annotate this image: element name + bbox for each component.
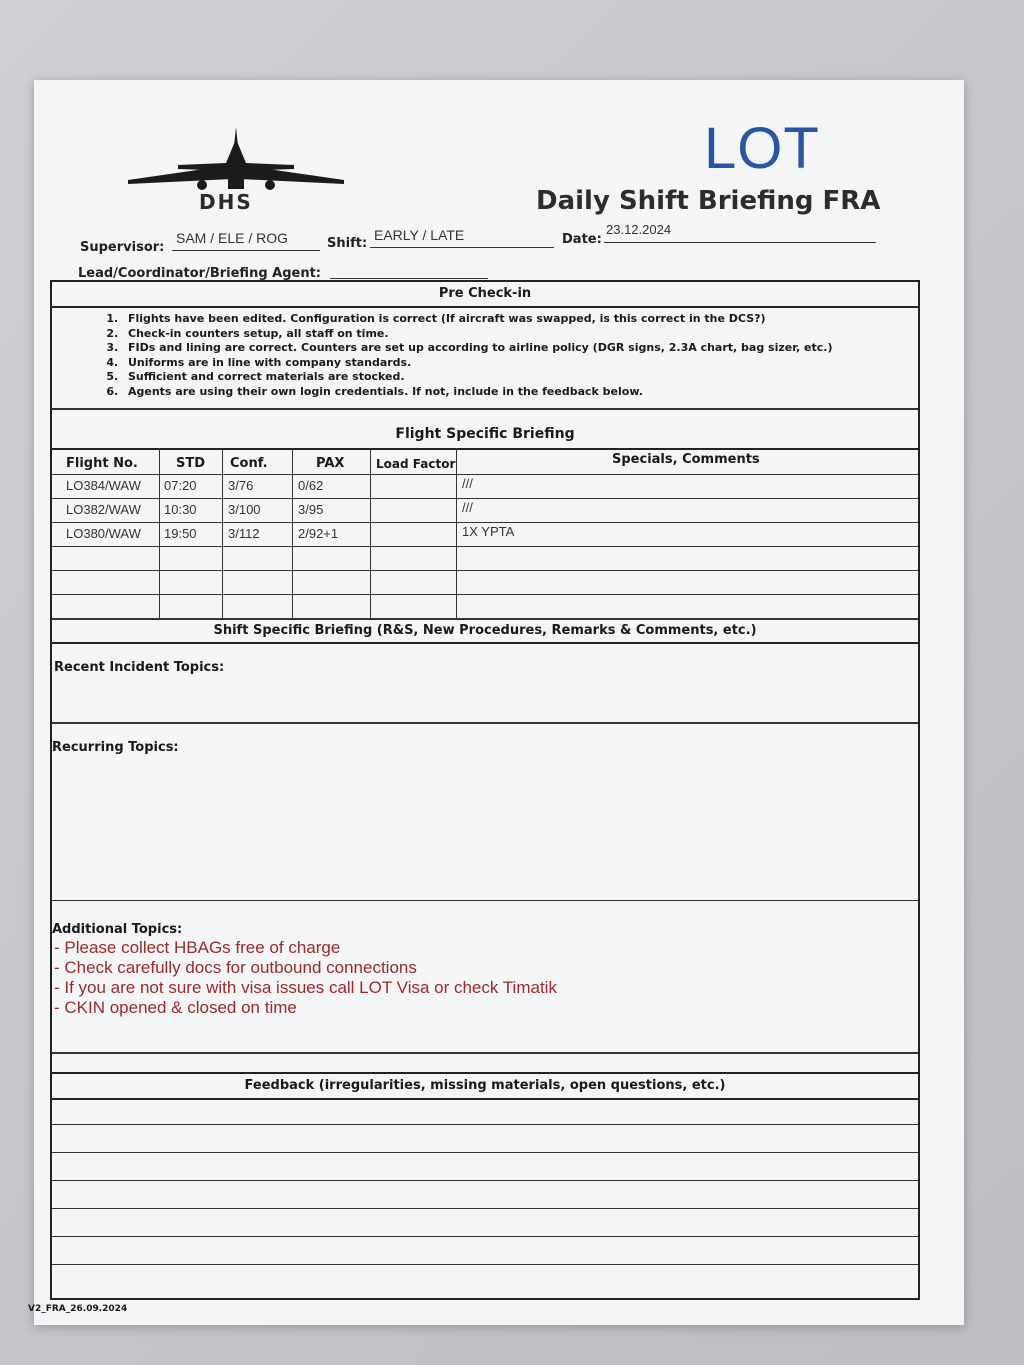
- shift-label: Shift:: [327, 236, 368, 251]
- col-specials: Specials, Comments: [612, 452, 760, 467]
- cell-pax[interactable]: 0/62: [298, 478, 324, 493]
- date-label: Date:: [562, 232, 602, 247]
- cell-specials[interactable]: ///: [462, 500, 473, 515]
- col-load-factor: Load Factor: [376, 457, 456, 471]
- checklist-item: 3. FIDs and lining are correct. Counters are set up according to airline policy (DGR signs, 2.3A chart, bag sizer, etc.): [122, 341, 833, 356]
- shift-value: EARLY / LATE: [374, 227, 465, 243]
- supervisor-label: Supervisor:: [80, 240, 165, 255]
- additional-topic-item: - Please collect HBAGs free of charge: [54, 938, 341, 957]
- additional-topic-item: - If you are not sure with visa issues call LOT Visa or check Timatik: [54, 978, 557, 997]
- checklist-item: 6. Agents are using their own login credentials. If not, include in the feedback below.: [122, 385, 833, 400]
- lot-logo: LOT: [704, 116, 820, 181]
- page-title: Daily Shift Briefing FRA: [536, 186, 881, 216]
- dhs-logo-text: DHS: [199, 190, 253, 214]
- additional-topic-item: - Check carefully docs for outbound connections: [54, 958, 417, 977]
- col-pax: PAX: [316, 456, 345, 471]
- checklist-item: 5. Sufficient and correct materials are stocked.: [122, 370, 833, 385]
- col-flight-no: Flight No.: [66, 456, 138, 471]
- shift-field[interactable]: [370, 227, 554, 248]
- additional-topics-list: [54, 938, 557, 1018]
- cell-pax[interactable]: 2/92+1: [298, 526, 339, 541]
- flight-briefing-heading: Flight Specific Briefing: [52, 420, 918, 450]
- cell-std[interactable]: 19:50: [164, 526, 197, 541]
- supervisor-value: SAM / ELE / ROG: [176, 230, 289, 246]
- cell-conf[interactable]: 3/100: [228, 502, 261, 517]
- cell-specials[interactable]: ///: [462, 476, 473, 491]
- lead-label: Lead/Coordinator/Briefing Agent:: [78, 266, 322, 281]
- cell-specials[interactable]: 1X YPTA: [462, 524, 515, 539]
- briefing-form: [50, 280, 920, 1300]
- cell-flight-no[interactable]: LO382/WAW: [66, 502, 141, 517]
- checklist-item: 2. Check-in counters setup, all staff on time.: [122, 327, 833, 342]
- cell-flight-no[interactable]: LO380/WAW: [66, 526, 141, 541]
- col-conf: Conf.: [230, 456, 268, 471]
- additional-topic-item: - CKIN opened & closed on time: [54, 998, 297, 1017]
- date-value: 23.12.2024: [606, 222, 672, 237]
- shift-briefing-heading: Shift Specific Briefing (R&S, New Procedures, Remarks & Comments, etc.): [52, 620, 918, 644]
- cell-conf[interactable]: 3/112: [228, 526, 260, 541]
- pre-checkin-list: [102, 312, 833, 399]
- checklist-item: 1. Flights have been edited. Configuration is correct (If aircraft was swapped, is this correct in the DCS?): [122, 312, 833, 327]
- additional-topics-label: Additional Topics:: [52, 922, 183, 937]
- cell-flight-no[interactable]: LO384/WAW: [66, 478, 141, 493]
- briefing-sheet: [28, 80, 964, 1325]
- feedback-heading: Feedback (irregularities, missing materials, open questions, etc.): [52, 1072, 918, 1100]
- cell-std[interactable]: 07:20: [164, 478, 197, 493]
- col-std: STD: [176, 456, 206, 471]
- lead-field[interactable]: [330, 260, 488, 279]
- cell-pax[interactable]: 3/95: [298, 502, 324, 517]
- version-code: V2_FRA_26.09.2024: [28, 1304, 128, 1314]
- checklist-item: 4. Uniforms are in line with company standards.: [122, 356, 833, 371]
- cell-conf[interactable]: 3/76: [228, 478, 254, 493]
- cell-std[interactable]: 10:30: [164, 502, 197, 517]
- pre-checkin-heading: Pre Check-in: [52, 282, 918, 308]
- recurring-topics-label: Recurring Topics:: [52, 740, 179, 755]
- date-field[interactable]: [604, 222, 876, 243]
- recent-incident-label: Recent Incident Topics:: [54, 660, 225, 675]
- supervisor-field[interactable]: [172, 230, 320, 251]
